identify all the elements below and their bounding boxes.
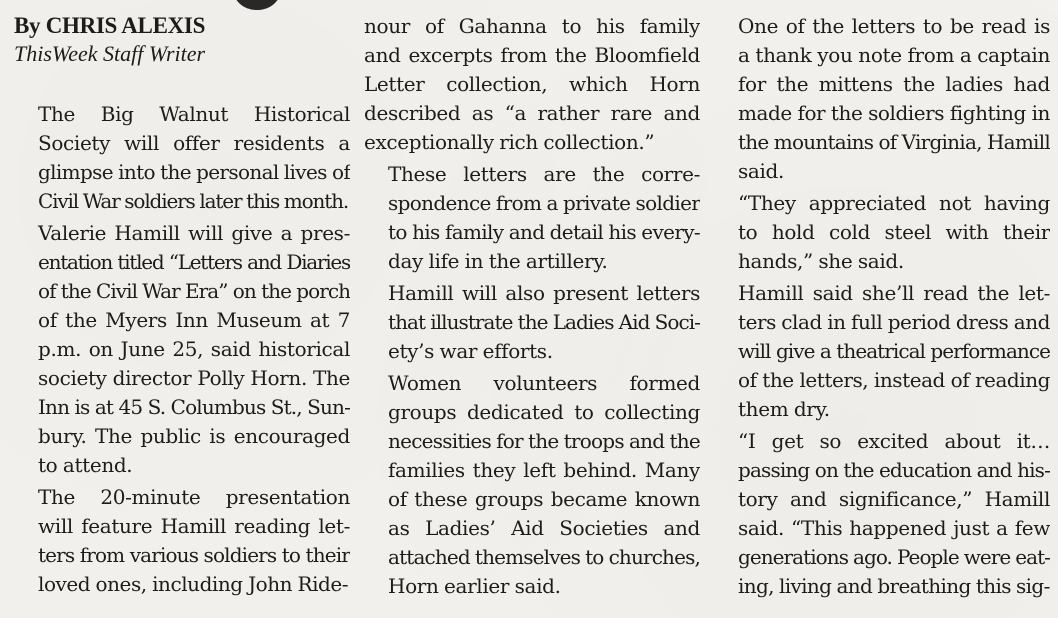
text-line: Women volunteers formed bbox=[388, 371, 700, 395]
text-line: to his family and detail his every- bbox=[388, 220, 700, 244]
text-line: The 20-minute presentation bbox=[38, 485, 350, 509]
text-line: Society will offer residents a bbox=[38, 131, 350, 155]
article-paragraph bbox=[14, 219, 350, 480]
ink-blot bbox=[232, 0, 282, 10]
text-line: ing, living and breathing this sig- bbox=[738, 574, 1050, 598]
article-paragraph bbox=[714, 12, 1050, 186]
byline-author: By CHRIS ALEXIS bbox=[14, 13, 206, 38]
article-paragraph bbox=[714, 279, 1050, 424]
text-line: passing on the education and his- bbox=[738, 458, 1050, 482]
text-line: of the Myers Inn Museum at 7 bbox=[38, 308, 350, 332]
article-paragraph bbox=[364, 160, 700, 276]
text-line: Hamill said she’ll read the let- bbox=[738, 281, 1050, 305]
column-2 bbox=[364, 12, 700, 612]
text-line: Civil War soldiers later this month. bbox=[38, 189, 349, 213]
text-line: “They appreciated not having bbox=[738, 191, 1050, 215]
text-line: Hamill will also present letters bbox=[388, 281, 700, 305]
text-line: day life in the artillery. bbox=[388, 249, 608, 273]
article-paragraph bbox=[364, 369, 700, 601]
text-line: a thank you note from a captain bbox=[738, 43, 1050, 67]
column-3-body bbox=[714, 12, 1050, 601]
text-line: families they left behind. Many bbox=[388, 458, 700, 482]
text-line: will give a theatrical performance bbox=[738, 339, 1050, 363]
text-line: The Big Walnut Historical bbox=[38, 102, 350, 126]
text-line: the mountains of Virginia, Hamill bbox=[738, 130, 1050, 154]
text-line: and excerpts from the Bloomfield bbox=[364, 43, 700, 67]
text-line: to hold cold steel with their bbox=[738, 220, 1050, 244]
text-line: groups dedicated to collecting bbox=[388, 400, 700, 424]
text-line: spondence from a private soldier bbox=[388, 191, 700, 215]
text-line: nour of Gahanna to his family bbox=[364, 14, 700, 38]
article-paragraph bbox=[14, 483, 350, 599]
text-line: bury. The public is encouraged bbox=[38, 424, 350, 448]
text-line: ters clad in full period dress and bbox=[738, 310, 1050, 334]
text-line: society director Polly Horn. The bbox=[38, 366, 350, 390]
text-line: necessities for the troops and the bbox=[388, 429, 700, 453]
text-line: glimpse into the personal lives of bbox=[38, 160, 350, 184]
article-paragraph bbox=[364, 12, 700, 157]
text-line: Valerie Hamill will give a pres- bbox=[38, 221, 350, 245]
text-line: These letters are the corre- bbox=[388, 162, 700, 186]
text-line: of the letters, instead of reading bbox=[738, 368, 1050, 392]
text-line: entation titled “Letters and Diaries bbox=[38, 250, 350, 274]
text-line: of the Civil War Era” on the porch bbox=[38, 279, 350, 303]
column-1-body bbox=[14, 100, 350, 599]
column-1 bbox=[14, 12, 350, 612]
text-line: will feature Hamill reading let- bbox=[38, 514, 350, 538]
text-line: hands,” she said. bbox=[738, 249, 904, 273]
text-line: as Ladies’ Aid Societies and bbox=[388, 516, 700, 540]
byline-title: ThisWeek Staff Writer bbox=[14, 41, 206, 66]
text-line: to attend. bbox=[38, 453, 133, 477]
article-paragraph bbox=[714, 189, 1050, 276]
text-line: generations ago. People were eat- bbox=[738, 545, 1050, 569]
article-paragraph bbox=[14, 100, 350, 216]
text-line: ety’s war efforts. bbox=[388, 339, 553, 363]
article-paragraph bbox=[714, 427, 1050, 601]
text-line: One of the letters to be read is bbox=[738, 14, 1050, 38]
text-line: Inn is at 45 S. Columbus St., Sun- bbox=[38, 395, 350, 419]
column-2-body bbox=[364, 12, 700, 601]
text-line: of these groups became known bbox=[388, 487, 700, 511]
text-line: that illustrate the Ladies Aid Soci- bbox=[388, 310, 700, 334]
text-line: for the mittens the ladies had bbox=[738, 72, 1050, 96]
text-line: “I get so excited about it… bbox=[738, 429, 1050, 453]
text-line: attached themselves to churches, bbox=[388, 545, 700, 569]
text-line: exceptionally rich collection.” bbox=[364, 130, 655, 154]
article-paragraph bbox=[364, 279, 700, 366]
text-line: said. bbox=[738, 159, 784, 183]
text-line: Letter collection, which Horn bbox=[364, 72, 700, 96]
column-3 bbox=[714, 12, 1050, 612]
text-line: described as “a rather rare and bbox=[364, 101, 700, 125]
text-line: them dry. bbox=[738, 397, 830, 421]
text-line: ters from various soldiers to their bbox=[38, 543, 350, 567]
text-line: said. “This happened just a few bbox=[738, 516, 1050, 540]
text-line: tory and significance,” Hamill bbox=[738, 487, 1050, 511]
text-line: made for the soldiers fighting in bbox=[738, 101, 1050, 125]
text-line: Horn earlier said. bbox=[388, 574, 561, 598]
text-line: p.m. on June 25, said historical bbox=[38, 337, 350, 361]
text-line: loved ones, including John Ride- bbox=[38, 572, 349, 596]
